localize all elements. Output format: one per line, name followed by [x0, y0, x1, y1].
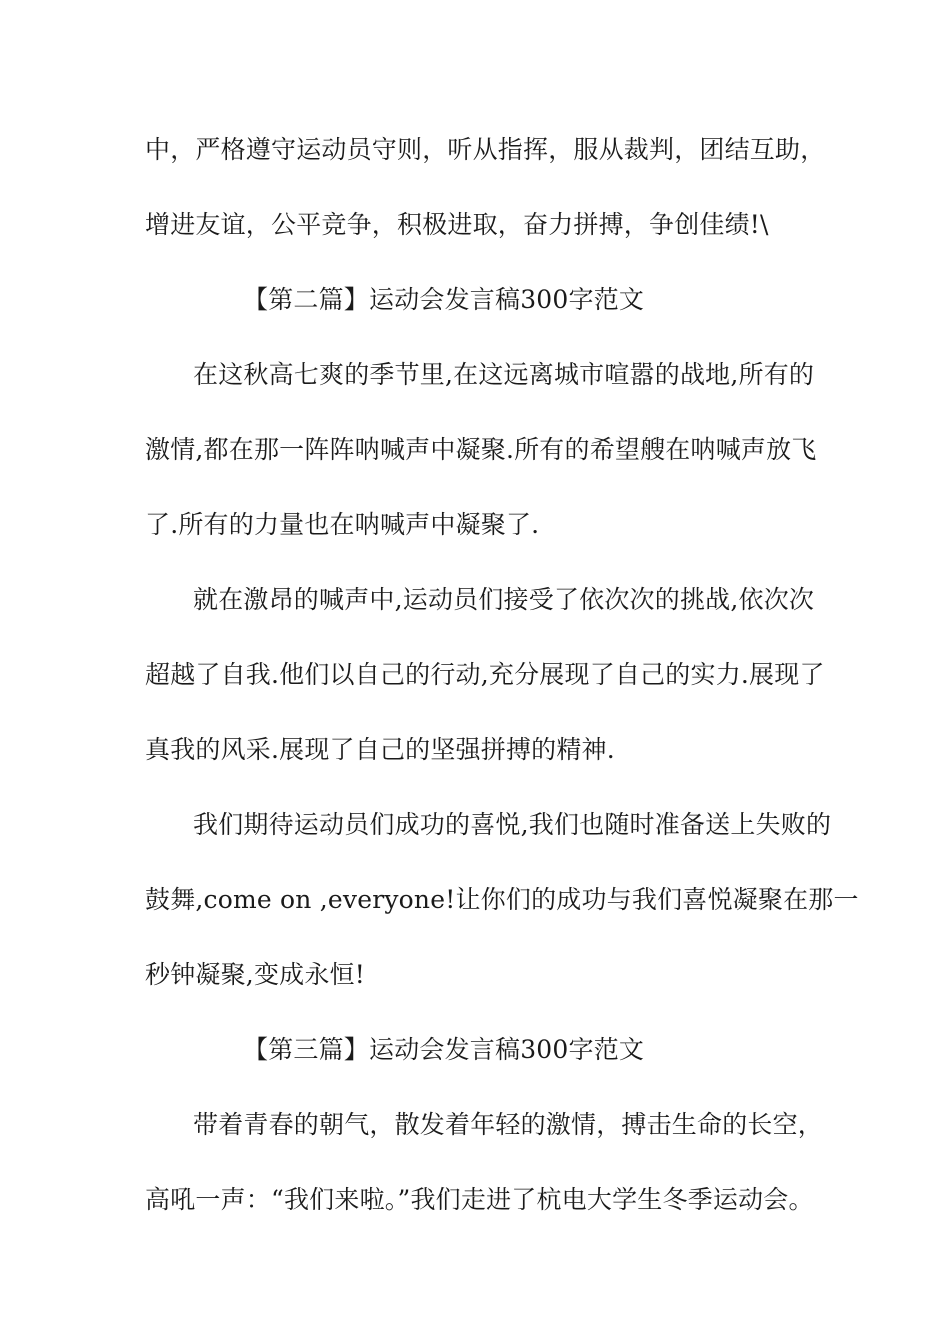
text-line-5: 了.所有的力量也在呐喊声中凝聚了. [145, 510, 540, 539]
text-line-2: 增进友谊，公平竞争，积极进取，奋力拼搏，争创佳绩!\ [145, 210, 769, 239]
text-line-7: 超越了自我.他们以自己的行动,充分展现了自己的实力.展现了 [145, 660, 825, 689]
text-line-8: 真我的风采.展现了自己的坚强拼搏的精神. [145, 735, 615, 764]
text-line-4: 激情,都在那一阵阵呐喊声中凝聚.所有的希望艘在呐喊声放飞 [145, 435, 817, 464]
text-line-13: 高吼一声：“我们来啦。”我们走进了杭电大学生冬季运动会。 [145, 1185, 814, 1214]
text-line-6: 就在激昂的喊声中,运动员们接受了依次次的挑战,依次次 [193, 585, 815, 614]
section-heading-3: 【第三篇】运动会发言稿300字范文 [243, 1035, 645, 1064]
text-line-11: 秒钟凝聚,变成永恒! [145, 960, 365, 989]
text-line-12: 带着青春的朝气，散发着年轻的激情，搏击生命的长空， [193, 1110, 824, 1139]
text-line-1: 中，严格遵守运动员守则，听从指挥，服从裁判，团结互助， [145, 135, 826, 164]
text-line-3: 在这秋高七爽的季节里,在这远离城市喧嚣的战地,所有的 [193, 360, 815, 389]
text-line-9: 我们期待运动员们成功的喜悦,我们也随时准备送上失败的 [193, 810, 832, 839]
text-line-10: 鼓舞,come on ,everyone!让你们的成功与我们喜悦凝聚在那一 [145, 885, 859, 914]
section-heading-2: 【第二篇】运动会发言稿300字范文 [243, 285, 645, 314]
